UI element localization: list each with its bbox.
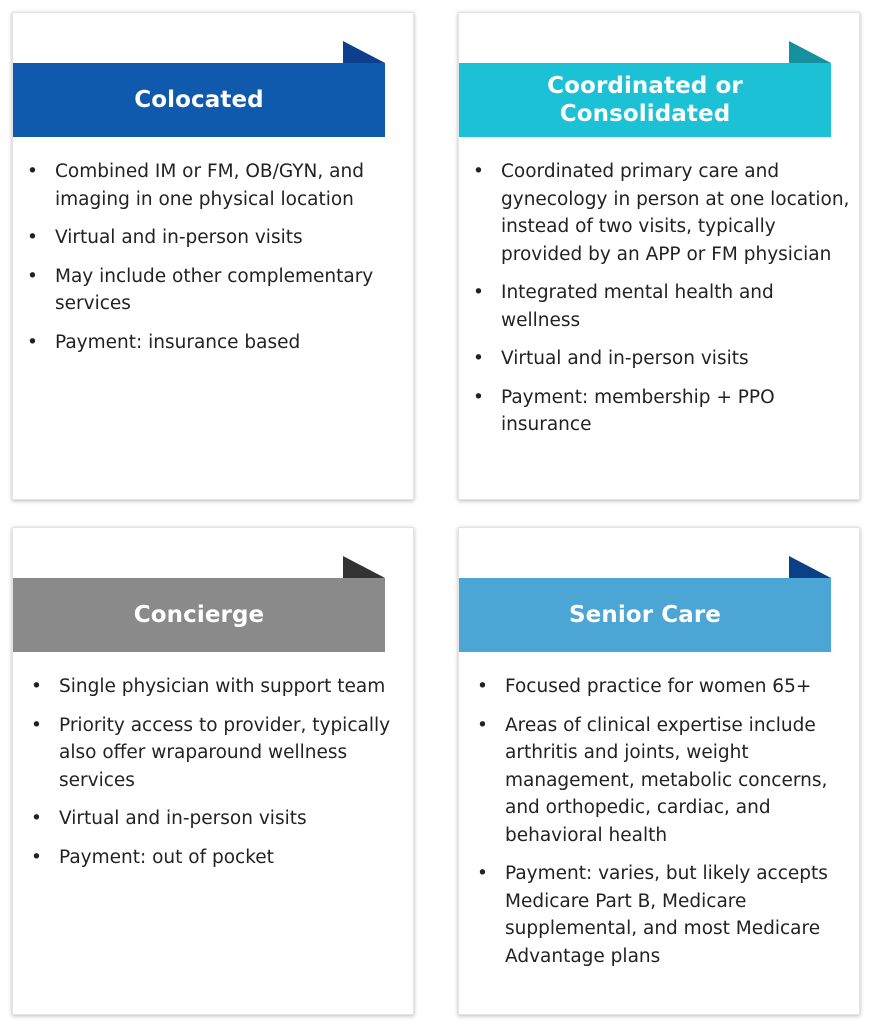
list-item: • Coordinated primary care and gynecology in person at one location, instead of two visits, typically provided by an APP or FM physician (473, 158, 853, 268)
ribbon-fold (789, 556, 831, 578)
card-title-banner: Coordinated or Consolidated (459, 63, 831, 137)
card-senior-care (458, 527, 860, 1015)
list-item: • Single physician with support team (31, 673, 407, 701)
list-item: • Combined IM or FM, OB/GYN, and imaging in one physical location (27, 158, 407, 213)
list-item: • Virtual and in-person visits (27, 224, 407, 252)
bullet-list (27, 158, 407, 367)
bullet-list (473, 158, 853, 450)
list-item: • Areas of clinical expertise include arthritis and joints, weight management, metabolic concerns, and orthopedic, cardiac, and behavioral health (477, 712, 853, 850)
card-title-banner: Senior Care (459, 578, 831, 652)
card-coordinated (458, 12, 860, 500)
list-item: • Payment: varies, but likely accepts Medicare Part B, Medicare supplemental, and most Medicare Advantage plans (477, 860, 853, 970)
card-title-banner: Colocated (13, 63, 385, 137)
card-colocated (12, 12, 414, 500)
card-concierge (12, 527, 414, 1015)
ribbon-fold (789, 41, 831, 63)
list-item: • Payment: out of pocket (31, 844, 407, 872)
bullet-list (31, 673, 407, 882)
ribbon-fold (343, 556, 385, 578)
list-item: • May include other complementary services (27, 263, 407, 318)
list-item: • Integrated mental health and wellness (473, 279, 853, 334)
list-item: • Priority access to provider, typically also offer wraparound wellness services (31, 712, 407, 795)
list-item: • Virtual and in-person visits (473, 345, 853, 373)
card-title-banner: Concierge (13, 578, 385, 652)
bullet-list (477, 673, 853, 981)
list-item: • Focused practice for women 65+ (477, 673, 853, 701)
list-item: • Virtual and in-person visits (31, 805, 407, 833)
ribbon-fold (343, 41, 385, 63)
list-item: • Payment: insurance based (27, 329, 407, 357)
list-item: • Payment: membership + PPO insurance (473, 384, 853, 439)
